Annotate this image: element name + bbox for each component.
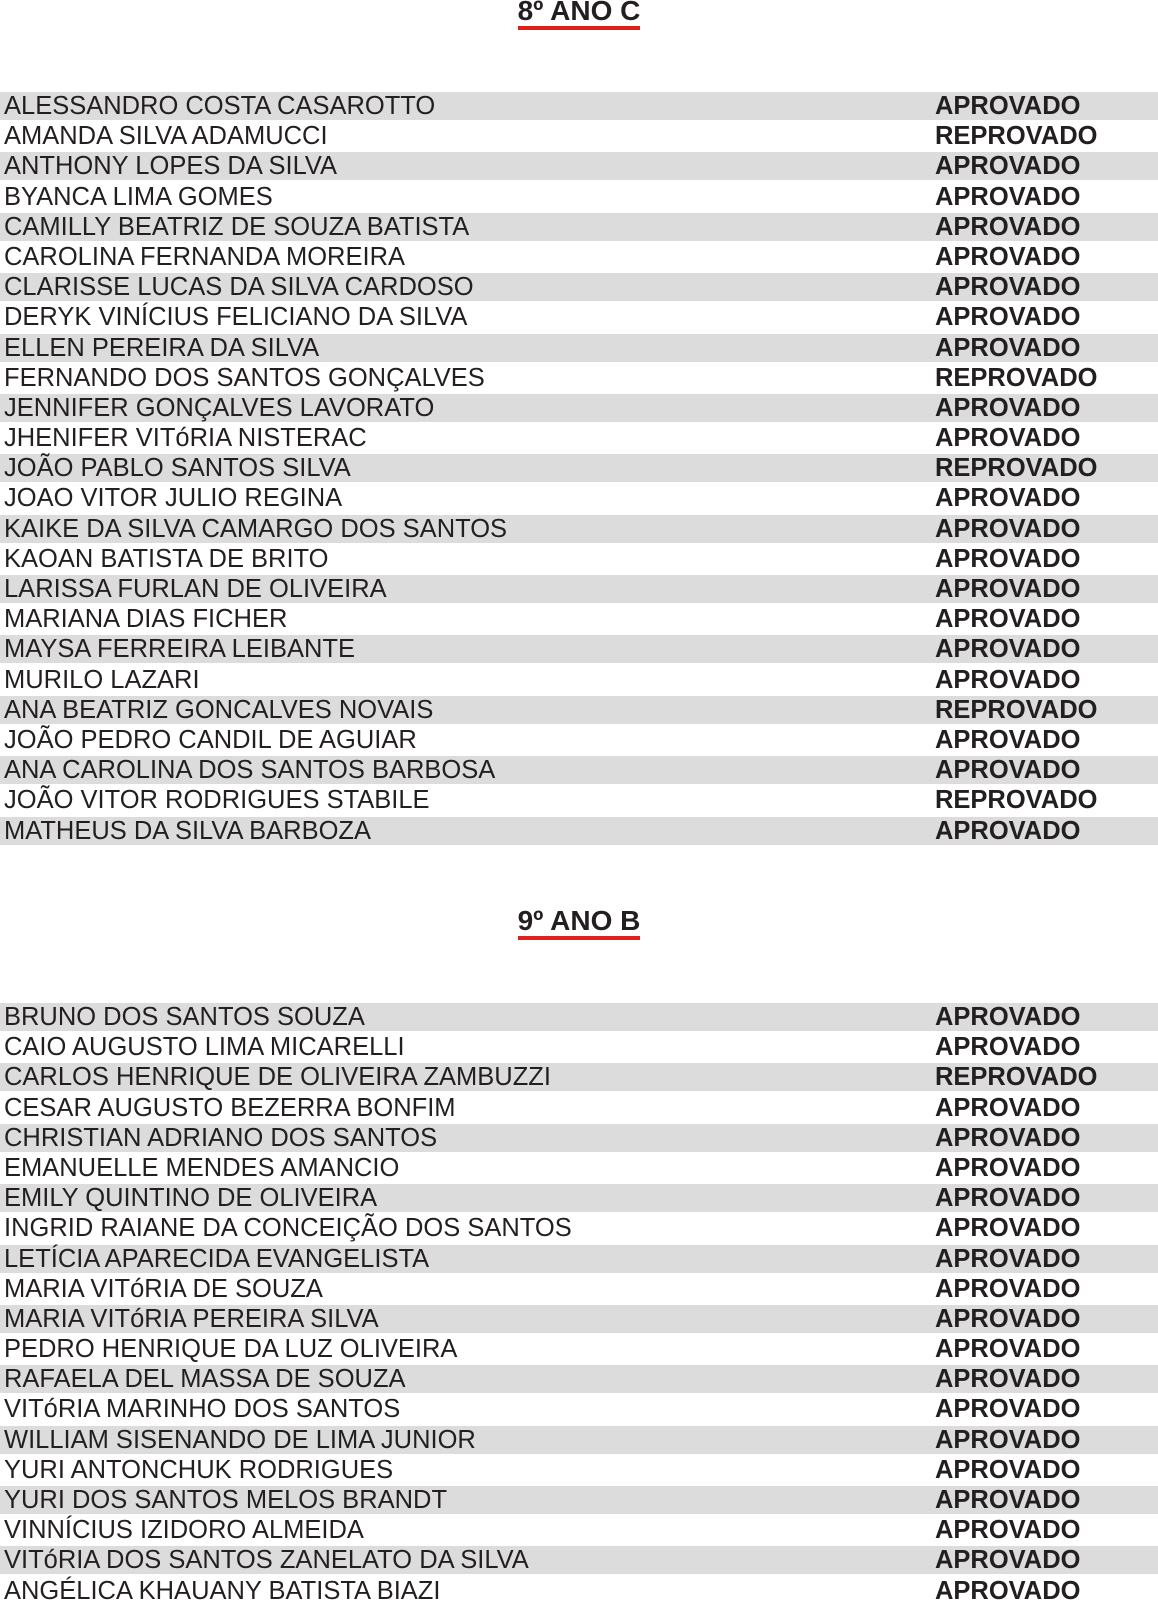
student-name: LARISSA FURLAN DE OLIVEIRA bbox=[4, 575, 387, 603]
student-status: APROVADO bbox=[935, 1003, 1081, 1031]
table-row bbox=[0, 604, 1158, 634]
student-name: ANTHONY LOPES DA SILVA bbox=[4, 152, 338, 181]
student-name: EMANUELLE MENDES AMANCIO bbox=[4, 1153, 400, 1182]
student-status: APROVADO bbox=[935, 1335, 1081, 1364]
student-name: ELLEN PEREIRA DA SILVA bbox=[4, 333, 320, 362]
student-name: BYANCA LIMA GOMES bbox=[4, 182, 273, 211]
student-name: ANA CAROLINA DOS SANTOS BARBOSA bbox=[4, 756, 496, 785]
student-status: APROVADO bbox=[935, 303, 1081, 332]
student-status: REPROVADO bbox=[935, 122, 1098, 151]
student-status: APROVADO bbox=[935, 1365, 1081, 1394]
student-name: KAOAN BATISTA DE BRITO bbox=[4, 544, 329, 573]
section-title: 9º ANO B bbox=[518, 906, 641, 940]
table-row bbox=[0, 1093, 1158, 1123]
student-status: REPROVADO bbox=[935, 786, 1098, 815]
student-name: JOÃO VITOR RODRIGUES STABILE bbox=[4, 786, 430, 815]
student-list-9-ano-b bbox=[0, 1002, 1158, 1606]
student-name: JOÃO PABLO SANTOS SILVA bbox=[4, 454, 351, 483]
student-name: CAIO AUGUSTO LIMA MICARELLI bbox=[4, 1033, 405, 1062]
student-status: APROVADO bbox=[935, 514, 1081, 543]
student-status: APROVADO bbox=[935, 242, 1081, 271]
student-name: CAMILLY BEATRIZ DE SOUZA BATISTA bbox=[4, 212, 470, 241]
student-status: APROVADO bbox=[935, 333, 1081, 362]
student-status: APROVADO bbox=[935, 182, 1081, 211]
table-row bbox=[0, 725, 1158, 755]
student-name: BRUNO DOS SANTOS SOUZA bbox=[4, 1003, 365, 1031]
student-status: APROVADO bbox=[935, 665, 1081, 694]
student-name: CESAR AUGUSTO BEZERRA BONFIM bbox=[4, 1093, 456, 1122]
student-status: APROVADO bbox=[935, 212, 1081, 241]
student-name: CARLOS HENRIQUE DE OLIVEIRA ZAMBUZZI bbox=[4, 1063, 551, 1092]
student-status: APROVADO bbox=[935, 152, 1081, 181]
student-status: APROVADO bbox=[935, 1184, 1081, 1213]
table-row bbox=[0, 1364, 1158, 1394]
student-name: CLARISSE LUCAS DA SILVA CARDOSO bbox=[4, 273, 474, 302]
student-status: APROVADO bbox=[935, 1093, 1081, 1122]
student-name: ANGÉLICA KHAUANY BATISTA BIAZI bbox=[4, 1576, 441, 1605]
table-row bbox=[0, 91, 1158, 121]
student-name: MATHEUS DA SILVA BARBOZA bbox=[4, 816, 372, 845]
student-name: CAROLINA FERNANDA MOREIRA bbox=[4, 242, 405, 271]
student-status: APROVADO bbox=[935, 1395, 1081, 1424]
table-row bbox=[0, 1485, 1158, 1515]
student-name: MARIA VITóRIA DE SOUZA bbox=[4, 1274, 323, 1303]
table-row bbox=[0, 1304, 1158, 1334]
student-status: APROVADO bbox=[935, 1033, 1081, 1062]
table-row bbox=[0, 242, 1158, 272]
table-row bbox=[0, 1545, 1158, 1575]
student-name: DERYK VINÍCIUS FELICIANO DA SILVA bbox=[4, 303, 468, 332]
student-name: JOAO VITOR JULIO REGINA bbox=[4, 484, 343, 513]
student-status: APROVADO bbox=[935, 1214, 1081, 1243]
student-status: APROVADO bbox=[935, 1516, 1081, 1545]
student-status: APROVADO bbox=[935, 1546, 1081, 1575]
student-status: APROVADO bbox=[935, 1425, 1081, 1454]
student-status: APROVADO bbox=[935, 92, 1081, 120]
table-row bbox=[0, 333, 1158, 363]
student-list-8-ano-c bbox=[0, 91, 1158, 846]
table-row bbox=[0, 1274, 1158, 1304]
table-row bbox=[0, 1153, 1158, 1183]
table-row bbox=[0, 1213, 1158, 1243]
student-status: APROVADO bbox=[935, 393, 1081, 422]
student-status: APROVADO bbox=[935, 484, 1081, 513]
section-heading-8-ano-c bbox=[0, 0, 1158, 30]
student-name: CHRISTIAN ADRIANO DOS SANTOS bbox=[4, 1123, 438, 1152]
table-row bbox=[0, 1515, 1158, 1545]
table-row bbox=[0, 1334, 1158, 1364]
student-name: KAIKE DA SILVA CAMARGO DOS SANTOS bbox=[4, 514, 508, 543]
student-name: JENNIFER GONÇALVES LAVORATO bbox=[4, 393, 435, 422]
student-name: RAFAELA DEL MASSA DE SOUZA bbox=[4, 1365, 406, 1394]
table-row bbox=[0, 363, 1158, 393]
student-status: REPROVADO bbox=[935, 1063, 1098, 1092]
student-status: APROVADO bbox=[935, 424, 1081, 453]
section-heading-9-ano-b bbox=[0, 906, 1158, 940]
table-row bbox=[0, 272, 1158, 302]
student-status: REPROVADO bbox=[935, 695, 1098, 724]
table-row bbox=[0, 695, 1158, 725]
student-name: VITóRIA MARINHO DOS SANTOS bbox=[4, 1395, 401, 1424]
table-row bbox=[0, 785, 1158, 815]
student-status: APROVADO bbox=[935, 575, 1081, 603]
table-row bbox=[0, 1576, 1158, 1606]
student-name: MARIA VITóRIA PEREIRA SILVA bbox=[4, 1304, 379, 1333]
table-row bbox=[0, 1062, 1158, 1092]
section-title: 8º ANO C bbox=[518, 0, 641, 30]
table-row bbox=[0, 212, 1158, 242]
table-row bbox=[0, 1394, 1158, 1424]
student-name: VITóRIA DOS SANTOS ZANELATO DA SILVA bbox=[4, 1546, 529, 1575]
student-name: YURI DOS SANTOS MELOS BRANDT bbox=[4, 1486, 448, 1514]
student-status: APROVADO bbox=[935, 1244, 1081, 1273]
table-row bbox=[0, 574, 1158, 604]
table-row bbox=[0, 121, 1158, 151]
student-status: APROVADO bbox=[935, 756, 1081, 785]
student-name: AMANDA SILVA ADAMUCCI bbox=[4, 122, 328, 151]
table-row bbox=[0, 483, 1158, 513]
student-status: APROVADO bbox=[935, 725, 1081, 754]
table-row bbox=[0, 1123, 1158, 1153]
student-name: ALESSANDRO COSTA CASAROTTO bbox=[4, 92, 436, 120]
student-status: APROVADO bbox=[935, 1486, 1081, 1514]
student-name: FERNANDO DOS SANTOS GONÇALVES bbox=[4, 363, 485, 392]
student-status: APROVADO bbox=[935, 635, 1081, 664]
student-name: ANA BEATRIZ GONCALVES NOVAIS bbox=[4, 695, 434, 724]
table-row bbox=[0, 544, 1158, 574]
table-row bbox=[0, 514, 1158, 544]
table-row bbox=[0, 1425, 1158, 1455]
table-row bbox=[0, 393, 1158, 423]
student-status: APROVADO bbox=[935, 1123, 1081, 1152]
student-name: JOÃO PEDRO CANDIL DE AGUIAR bbox=[4, 725, 417, 754]
table-row bbox=[0, 665, 1158, 695]
student-name: VINNÍCIUS IZIDORO ALMEIDA bbox=[4, 1516, 364, 1545]
table-row bbox=[0, 423, 1158, 453]
student-status: APROVADO bbox=[935, 1274, 1081, 1303]
student-name: YURI ANTONCHUK RODRIGUES bbox=[4, 1455, 394, 1484]
table-row bbox=[0, 1244, 1158, 1274]
table-row bbox=[0, 182, 1158, 212]
table-row bbox=[0, 151, 1158, 181]
student-status: APROVADO bbox=[935, 544, 1081, 573]
student-status: APROVADO bbox=[935, 605, 1081, 634]
table-row bbox=[0, 1002, 1158, 1032]
table-row bbox=[0, 1455, 1158, 1485]
student-status: REPROVADO bbox=[935, 363, 1098, 392]
student-name: INGRID RAIANE DA CONCEIÇÃO DOS SANTOS bbox=[4, 1214, 572, 1243]
table-row bbox=[0, 816, 1158, 846]
student-status: APROVADO bbox=[935, 1153, 1081, 1182]
student-status: REPROVADO bbox=[935, 454, 1098, 483]
table-row bbox=[0, 1183, 1158, 1213]
table-row bbox=[0, 1032, 1158, 1062]
table-row bbox=[0, 634, 1158, 664]
student-name: WILLIAM SISENANDO DE LIMA JUNIOR bbox=[4, 1425, 476, 1454]
student-status: APROVADO bbox=[935, 273, 1081, 302]
student-name: MAYSA FERREIRA LEIBANTE bbox=[4, 635, 355, 664]
student-status: APROVADO bbox=[935, 1304, 1081, 1333]
student-status: APROVADO bbox=[935, 816, 1081, 845]
student-name: MARIANA DIAS FICHER bbox=[4, 605, 288, 634]
student-name: MURILO LAZARI bbox=[4, 665, 200, 694]
student-name: EMILY QUINTINO DE OLIVEIRA bbox=[4, 1184, 378, 1213]
student-status: APROVADO bbox=[935, 1576, 1081, 1605]
student-name: LETÍCIA APARECIDA EVANGELISTA bbox=[4, 1244, 430, 1273]
table-row bbox=[0, 453, 1158, 483]
student-name: JHENIFER VITóRIA NISTERAC bbox=[4, 424, 367, 453]
student-status: APROVADO bbox=[935, 1455, 1081, 1484]
student-name: PEDRO HENRIQUE DA LUZ OLIVEIRA bbox=[4, 1335, 458, 1364]
table-row bbox=[0, 302, 1158, 332]
table-row bbox=[0, 755, 1158, 785]
